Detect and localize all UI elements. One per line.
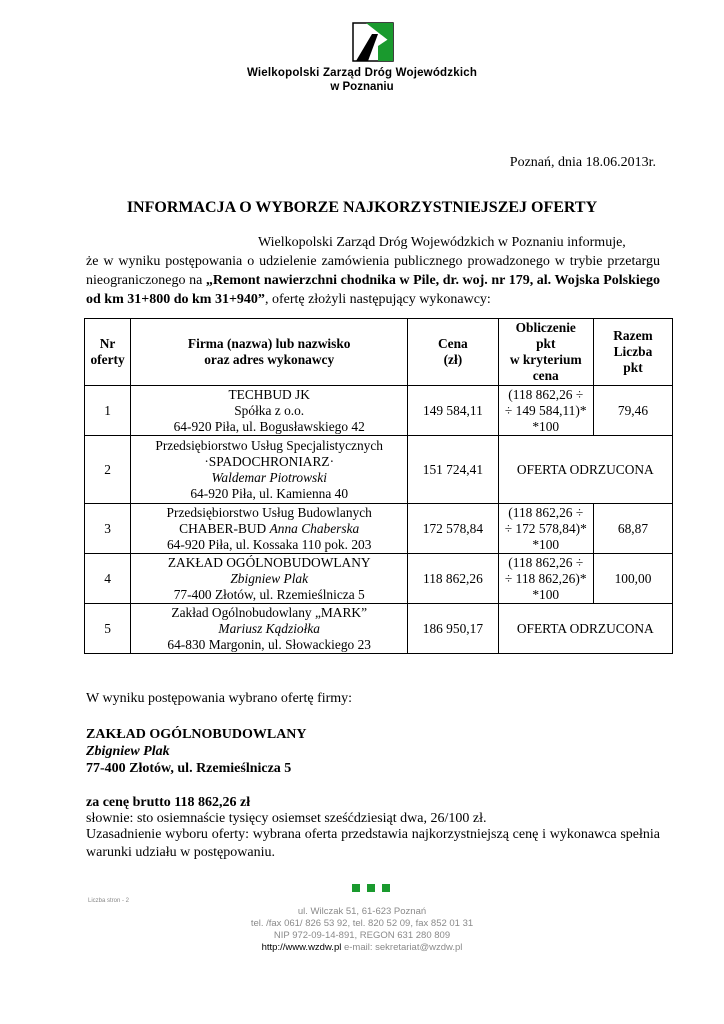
website-link[interactable]: http://www.wzdw.pl	[261, 942, 342, 953]
table-header-row	[85, 319, 673, 386]
offer-nr: 5	[85, 604, 131, 654]
header-total: Razem Liczba pkt	[593, 319, 672, 386]
document-date: Poznań, dnia 18.06.2013r.	[509, 155, 656, 170]
table-row	[85, 386, 673, 436]
offer-total: 68,87	[593, 504, 672, 554]
header-price: Cena (zł)	[408, 319, 498, 386]
offer-firm: TECHBUD JK Spółka z o.o. 64-920 Piła, ul. Bogusławskiego 42	[131, 386, 408, 436]
email-text: e-mail: sekretariat@wzdw.pl	[341, 942, 463, 953]
offer-price: 118 862,26	[408, 554, 498, 604]
offer-price: 149 584,11	[408, 386, 498, 436]
page-title: INFORMACJA O WYBORZE NAJKORZYSTNIEJSZEJ OFERTY	[126, 199, 598, 216]
offer-price: 186 950,17	[408, 604, 498, 654]
table-row	[85, 436, 673, 504]
tender-name: „Remont nawierzchni chodnika w Pile, dr. woj. nr 179, al. Wojska Polskiego od km 31+800 do km 31+940”	[86, 273, 660, 307]
wzdw-logo-icon	[352, 22, 394, 62]
winner-price: za cenę brutto 118 862,26 zł	[86, 795, 251, 810]
offers-table	[84, 318, 673, 654]
table-row	[85, 604, 673, 654]
justification: Uzasadnienie wyboru oferty: wybrana oferta przedstawia najkorzystniejszą cenę i wykonawca spełnia warunki udziału w postępowaniu.	[86, 827, 660, 860]
header-firm: Firma (nazwa) lub nazwisko oraz adres wykonawcy	[131, 319, 408, 386]
intro-tail: , ofertę złożyli następujący wykonawcy:	[264, 292, 491, 307]
footer-phones: tel. /fax 061/ 826 53 92, tel. 820 52 09, fax 852 01 31	[250, 918, 474, 929]
offer-nr: 3	[85, 504, 131, 554]
intro-paragraph	[86, 233, 660, 309]
offer-nr: 1	[85, 386, 131, 436]
footer-address: ul. Wilczak 51, 61-623 Poznań	[297, 906, 427, 917]
offer-rejected: OFERTA ODRZUCONA	[498, 604, 672, 654]
offer-calc: (118 862,26 ÷ ÷ 118 862,26)* *100	[498, 554, 593, 604]
winner-address: 77-400 Złotów, ul. Rzemieślnicza 5	[86, 761, 292, 776]
table-row	[85, 504, 673, 554]
intro-line1: Wielkopolski Zarząd Dróg Wojewódzkich w Poznaniu informuje,	[258, 235, 626, 250]
offer-price: 172 578,84	[408, 504, 498, 554]
winner-company: ZAKŁAD OGÓLNOBUDOWLANY	[86, 727, 307, 742]
intro-text: że w wyniku postępowania o udzielenie zamówienia publicznego prowadzonego w trybie przetargu nieograniczonego na	[86, 254, 660, 288]
offer-firm: Przedsiębiorstwo Usług Specjalistycznych ·SPADOCHRONIARZ· Waldemar Piotrowski 64-920 Piła, ul. Kamienna 40	[131, 436, 408, 504]
org-name: Wielkopolski Zarząd Dróg Wojewódzkich	[246, 67, 478, 79]
offer-nr: 2	[85, 436, 131, 504]
offer-calc: (118 862,26 ÷ ÷ 172 578,84)* *100	[498, 504, 593, 554]
footer-ids: NIP 972-09-14-891, REGON 631 280 809	[273, 930, 451, 941]
offer-total: 100,00	[593, 554, 672, 604]
price-in-words: słownie: sto osiemnaście tysięcy osiemset sześćdziesiąt dwa, 26/100 zł.	[86, 811, 487, 826]
result-lead: W wyniku postępowania wybrano ofertę firmy:	[86, 691, 353, 706]
page-count: Liczba stron - 2	[88, 898, 130, 904]
offer-firm: Przedsiębiorstwo Usług Budowlanych CHABER-BUD Anna Chaberska 64-920 Piła, ul. Kossaka 110 pok. 203	[131, 504, 408, 554]
footer-square-icon	[367, 884, 375, 892]
table-row	[85, 554, 673, 604]
offer-nr: 4	[85, 554, 131, 604]
footer-square-icon	[352, 884, 360, 892]
offer-total: 79,46	[593, 386, 672, 436]
footer-square-icon	[382, 884, 390, 892]
offer-rejected: OFERTA ODRZUCONA	[498, 436, 672, 504]
offer-firm: ZAKŁAD OGÓLNOBUDOWLANY Zbigniew Plak 77-400 Złotów, ul. Rzemieślnicza 5	[131, 554, 408, 604]
org-city: w Poznaniu	[330, 81, 394, 93]
offer-price: 151 724,41	[408, 436, 498, 504]
winner-person: Zbigniew Plak	[86, 744, 170, 759]
header-nr: Nr oferty	[85, 319, 131, 386]
footer-contact	[0, 942, 724, 953]
offer-calc: (118 862,26 ÷ ÷ 149 584,11)* *100	[498, 386, 593, 436]
header-calc: Obliczenie pkt w kryterium cena	[498, 319, 593, 386]
offer-firm: Zakład Ogólnobudowlany „MARK” Mariusz Kądziołka 64-830 Margonin, ul. Słowackiego 23	[131, 604, 408, 654]
